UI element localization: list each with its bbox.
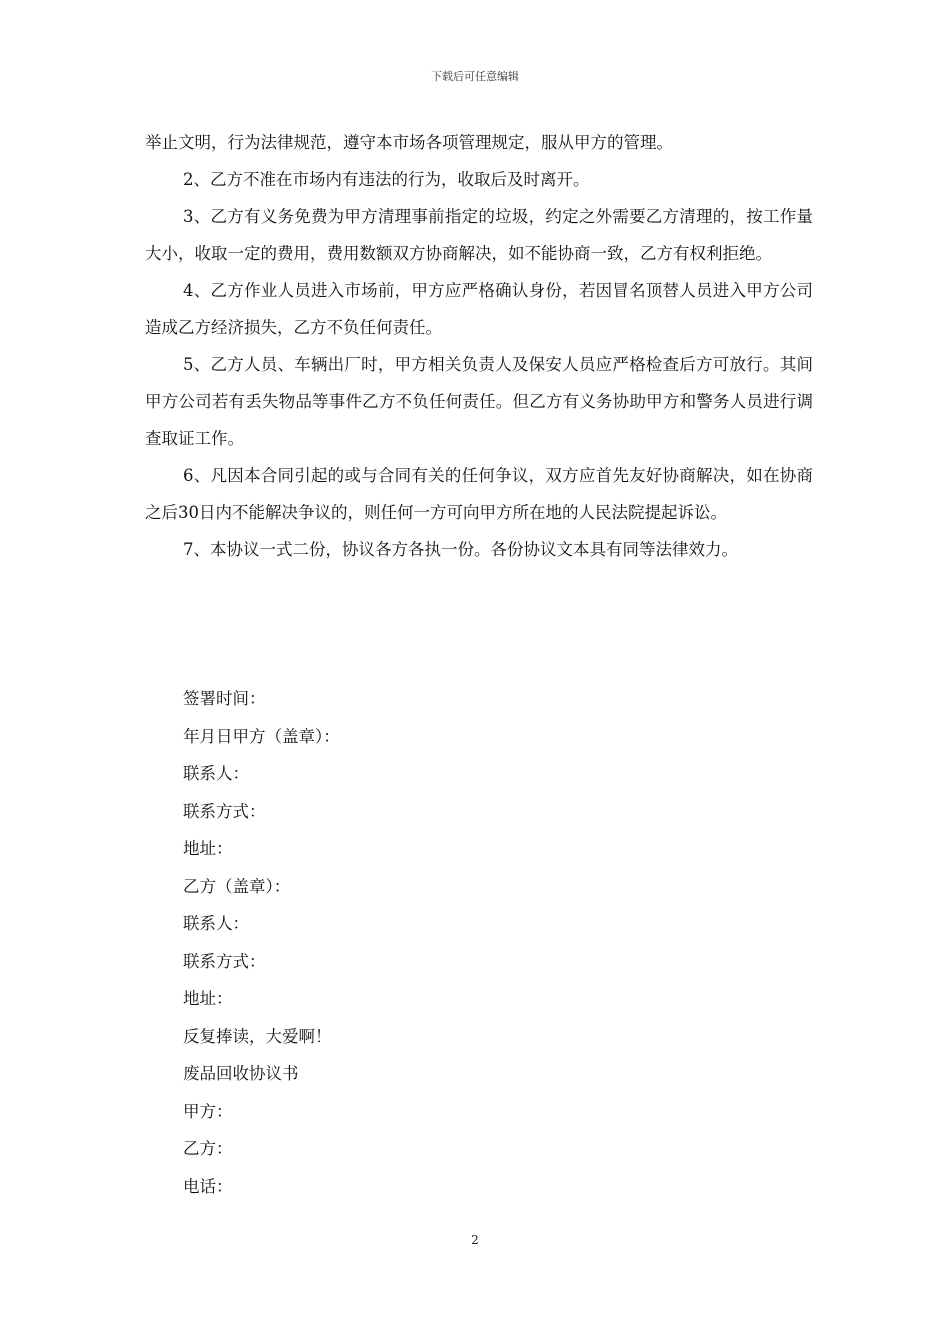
party-a-contact-method-label: 联系方式： — [183, 801, 266, 821]
party-b-address-label: 地址： — [183, 989, 233, 1008]
party-a-seal-label: 年月日甲方（盖章）： — [183, 726, 340, 746]
paragraph-continuation: 举止文明，行为法律规范，遵守本市场各项管理规定，服从甲方的管理。 — [145, 133, 673, 152]
party-b-contact-label: 联系人： — [183, 914, 249, 933]
party-b-seal-label: 乙方（盖章）： — [183, 876, 291, 896]
signature-block — [183, 680, 340, 1205]
clause-2: 2、乙方不准在市场内有违法的行为，收取后及时离开。 — [183, 170, 590, 189]
page-number: 2 — [471, 1233, 479, 1247]
clause-3: 3、乙方有义务免费为甲方清理事前指定的垃圾，约定之外需要乙方清理的，按工作量大小，收取一定的费用，费用数额双方协商解决，如不能协商一致，乙方有权利拒绝。 — [145, 207, 813, 263]
phone-label: 电话： — [183, 1176, 233, 1196]
party-b-label: 乙方： — [183, 1139, 233, 1158]
clause-4: 4、乙方作业人员进入市场前，甲方应严格确认身份，若因冒名顶替人员进入甲方公司造成乙方经济损失，乙方不负任何责任。 — [145, 281, 813, 337]
clause-6: 6、凡因本合同引起的或与合同有关的任何争议，双方应首先友好协商解决，如在协商之后30日内不能解决争议的，则任何一方可向甲方所在地的人民法院提起诉讼。 — [145, 466, 813, 522]
party-a-contact-label: 联系人： — [183, 764, 249, 783]
contract-body — [145, 124, 813, 568]
party-a-address-label: 地址： — [183, 839, 233, 858]
signing-time-label: 签署时间： — [183, 689, 266, 708]
page-header: 下载后可任意编辑 — [431, 70, 519, 83]
clause-7: 7、本协议一式二份，协议各方各执一份。各份协议文本具有同等法律效力。 — [183, 540, 738, 559]
reader-comment: 反复捧读，大爱啊！ — [183, 1026, 332, 1046]
next-document-title: 废品回收协议书 — [183, 1064, 299, 1083]
clause-5: 5、乙方人员、车辆出厂时，甲方相关负责人及保安人员应严格检查后方可放行。其间甲方公司若有丢失物品等事件乙方不负任何责任。但乙方有义务协助甲方和警务人员进行调查取证工作。 — [145, 355, 813, 448]
party-b-contact-method-label: 联系方式： — [183, 951, 266, 971]
party-a-label: 甲方： — [183, 1101, 233, 1121]
